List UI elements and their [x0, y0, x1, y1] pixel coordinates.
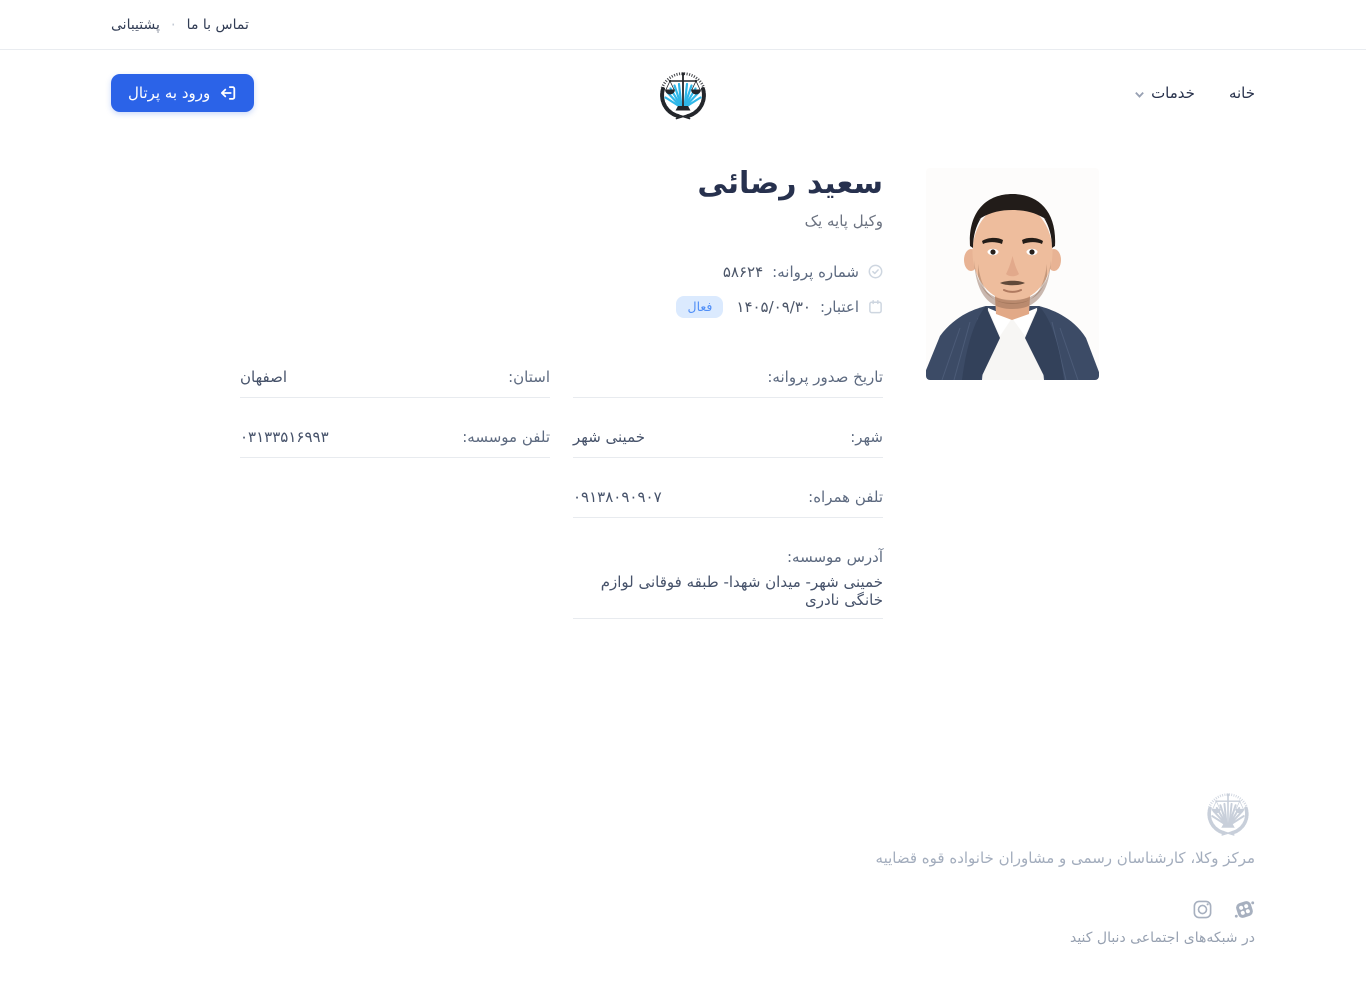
field-office-address-value: خمینی شهر- میدان شهدا- طبقه فوقانی لوازم خانگی نادری — [600, 573, 883, 609]
person-title: وکیل پایه یک — [804, 211, 883, 230]
field-province-label: استان: — [508, 368, 550, 386]
main-header — [0, 50, 1366, 136]
calendar-icon — [868, 299, 883, 314]
instagram-icon[interactable] — [1192, 899, 1213, 920]
validity-date: ۱۴۰۵/۰۹/۳۰ — [736, 297, 811, 316]
main-nav — [1134, 84, 1255, 102]
footer-logo — [1201, 785, 1255, 839]
chevron-down-icon — [1134, 89, 1145, 100]
portal-login-button[interactable] — [111, 74, 254, 112]
field-office-address-label: آدرس موسسه: — [787, 548, 883, 566]
field-issue-date-label: تاریخ صدور پروانه: — [767, 368, 883, 386]
field-spacer — [240, 488, 550, 518]
field-province-value: اصفهان — [240, 368, 287, 386]
nav-home-label: خانه — [1228, 84, 1255, 102]
field-mobile-phone — [573, 488, 883, 518]
field-city-value: خمینی شهر — [573, 428, 646, 446]
field-office-phone-value: ۰۳۱۳۳۵۱۶۹۹۳ — [240, 428, 329, 446]
license-number-value: ۵۸۶۲۴ — [722, 262, 764, 281]
field-office-address — [573, 548, 883, 619]
person-name: سعید رضائی — [697, 166, 883, 201]
field-office-phone-label: تلفن موسسه: — [462, 428, 550, 446]
support-link[interactable]: پشتیبانی — [111, 16, 160, 33]
profile-section — [111, 168, 1255, 619]
field-city-label: شهر: — [850, 428, 883, 446]
field-issue-date — [573, 368, 883, 398]
top-utility-bar — [0, 0, 1366, 50]
nav-services-label: خدمات — [1151, 84, 1195, 102]
footer-follow-text: در شبکه‌های اجتماعی دنبال کنید — [1069, 930, 1255, 946]
validity-line — [240, 296, 883, 319]
status-badge: فعال — [676, 296, 723, 319]
login-icon — [219, 84, 237, 102]
site-logo[interactable] — [653, 63, 713, 123]
detail-fields — [240, 368, 883, 619]
license-number-line — [240, 263, 883, 281]
footer-org-name: مرکز وکلا، کارشناسان رسمی و مشاوران خانواده قوه قضاییه — [875, 849, 1255, 867]
field-mobile-phone-value: ۰۹۱۳۸۰۹۰۹۰۷ — [573, 488, 662, 506]
nav-item-services[interactable] — [1134, 84, 1195, 102]
profile-photo — [926, 168, 1099, 380]
field-city — [573, 428, 883, 458]
contact-us-link[interactable]: تماس با ما — [186, 16, 249, 33]
footer — [0, 785, 1366, 946]
field-office-phone — [240, 428, 550, 458]
aparat-icon[interactable] — [1234, 899, 1255, 920]
validity-label: اعتبار: — [819, 297, 859, 316]
portal-login-label: ورود به پرتال — [128, 84, 211, 102]
check-circle-icon — [868, 264, 883, 279]
dot-separator: · — [170, 15, 176, 34]
nav-item-home[interactable] — [1229, 84, 1255, 102]
social-links — [1192, 899, 1255, 920]
field-mobile-phone-label: تلفن همراه: — [808, 488, 883, 506]
field-province — [240, 368, 550, 398]
license-number-label: شماره پروانه: — [772, 262, 859, 281]
